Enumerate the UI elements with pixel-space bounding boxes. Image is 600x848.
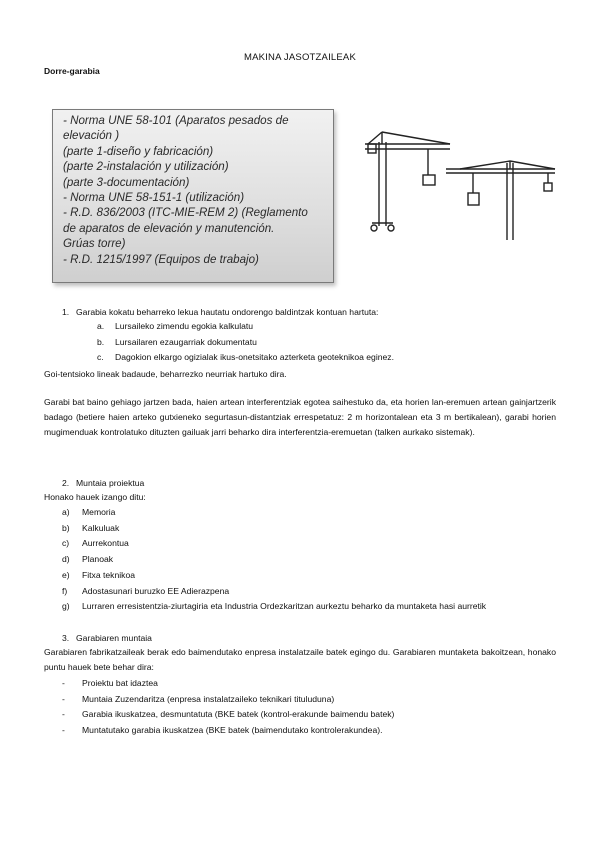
list-item-text: Proiektu bat idaztea (82, 678, 158, 688)
section2-list (62, 505, 486, 615)
section3-heading: Garabiaren muntaia (76, 633, 152, 643)
norm-line: - R.D. 1215/1997 (Equipos de trabajo) (63, 252, 259, 266)
norm-line: de aparatos de elevación y manutención. (63, 221, 275, 235)
list-item-text: Lursaileko zimendu egokia kalkulatu (115, 321, 254, 331)
list-marker: b. (97, 336, 105, 347)
section1-heading-row (62, 306, 378, 318)
section2-number: 2. (62, 478, 70, 488)
list-item (62, 521, 486, 537)
list-item-text: Fitxa teknikoa (82, 569, 136, 580)
norms-box (52, 109, 334, 283)
list-item-text: Memoria (82, 507, 116, 517)
norm-line: Grúas torre) (63, 237, 126, 251)
list-marker: - (62, 678, 65, 688)
norm-line: (parte 3-documentación) (63, 175, 190, 189)
list-marker: g) (62, 601, 70, 612)
list-item (62, 552, 486, 568)
list-item (62, 676, 394, 692)
list-marker: c. (97, 352, 104, 363)
list-item (62, 568, 486, 584)
section1-number: 1. (62, 307, 70, 317)
section3-heading-row (62, 632, 152, 644)
list-item (62, 723, 394, 739)
section1-paragraph: Garabi bat baino gehiago jartzen bada, haien artean interferentziak egotea saihestuko da, eta horien lan-eremuen artean gainjartzerik badago (betiere haien arteko gutxieneko segurtasun-distantziak errespetatuz: 2 m horizontalean eta 3 m bertikalean), garabi horien mugimenduak kontrolatuko dituzten gailuak jarri beharko dira interferentzia-eremuetan (talken aurkako sistemak). (44, 397, 556, 437)
list-item (97, 319, 394, 335)
list-item-text: Lursailaren ezaugarriak dokumentatu (115, 336, 257, 347)
page-subtitle: Dorre-garabia (44, 66, 100, 76)
list-marker: a) (62, 507, 70, 517)
norm-line: - Norma UNE 58-151-1 (utilización) (63, 191, 245, 205)
list-marker: d) (62, 554, 70, 565)
list-marker: - (62, 709, 65, 720)
list-item (62, 599, 486, 615)
list-marker: b) (62, 522, 70, 533)
list-item-text: Kalkuluak (82, 522, 120, 533)
list-item-text: Muntaia Zuzendaritza (enpresa instalatzaileko teknikari tituluduna) (82, 693, 335, 704)
section3-list (62, 676, 394, 739)
section2-heading-row (62, 477, 144, 489)
section1-heading: Garabia kokatu beharreko lekua hautatu ondorengo baldintzak kontuan hartuta: (76, 307, 379, 317)
list-item-text: Dagokion elkargo ogizialak ikus-onetsitako azterketa geoteknikoa eginez. (115, 352, 394, 363)
norm-line: (parte 1-diseño y fabricación) (63, 144, 214, 158)
list-item (97, 335, 394, 351)
list-item-text: Garabia ikuskatzea, desmuntatuta (BKE batek (kontrol-erakunde baimendu batek) (82, 709, 395, 720)
list-item-text: Muntatutako garabia ikuskatzea (BKE batek (baimendutako kontrolerakundea). (82, 725, 383, 736)
list-marker: a. (97, 321, 105, 331)
norm-line: elevación ) (63, 129, 120, 143)
list-item (62, 536, 486, 552)
list-marker: - (62, 725, 65, 736)
list-marker: e) (62, 569, 70, 580)
list-item-text: Adostasunari buruzko EE Adierazpena (82, 585, 230, 596)
list-item (62, 505, 486, 521)
norm-line: - Norma UNE 58-101 (Aparatos pesados de (63, 114, 289, 127)
norm-line: (parte 2-instalación y utilización) (63, 160, 229, 174)
list-marker: f) (62, 585, 68, 596)
list-marker: c) (62, 538, 70, 549)
section3-number: 3. (62, 633, 70, 643)
page-title: MAKINA JASOTZAILEAK (243, 52, 357, 63)
list-item (62, 584, 486, 600)
section2-intro: Honako hauek izango ditu: (44, 492, 146, 502)
list-item (97, 350, 394, 366)
section1-list (97, 319, 394, 366)
list-item (62, 692, 394, 708)
crane-illustration (360, 130, 560, 240)
list-marker: - (62, 693, 65, 704)
list-item-text: Lurraren erresistentzia-ziurtagiria eta Industria Ordezkaritzan aurkeztu beharko da muntaketa hasi aurretik (82, 601, 487, 612)
norm-line: - R.D. 836/2003 (ITC-MIE-REM 2) (Reglamento (63, 206, 308, 220)
list-item (62, 707, 394, 723)
section2-heading: Muntaia proiektua (76, 478, 145, 488)
section1-note: Goi-tentsioko lineak badaude, beharrezko neurriak hartuko dira. (44, 369, 287, 379)
section3-paragraph: Garabiaren fabrikatzaileak berak edo baimendutako enpresa instalatzaile batek egingo du. Garabiaren muntaketa bakoitzean, honako puntu hauek bete behar dira: (44, 647, 556, 672)
list-item-text: Planoak (82, 554, 114, 565)
list-item-text: Aurrekontua (82, 538, 129, 549)
